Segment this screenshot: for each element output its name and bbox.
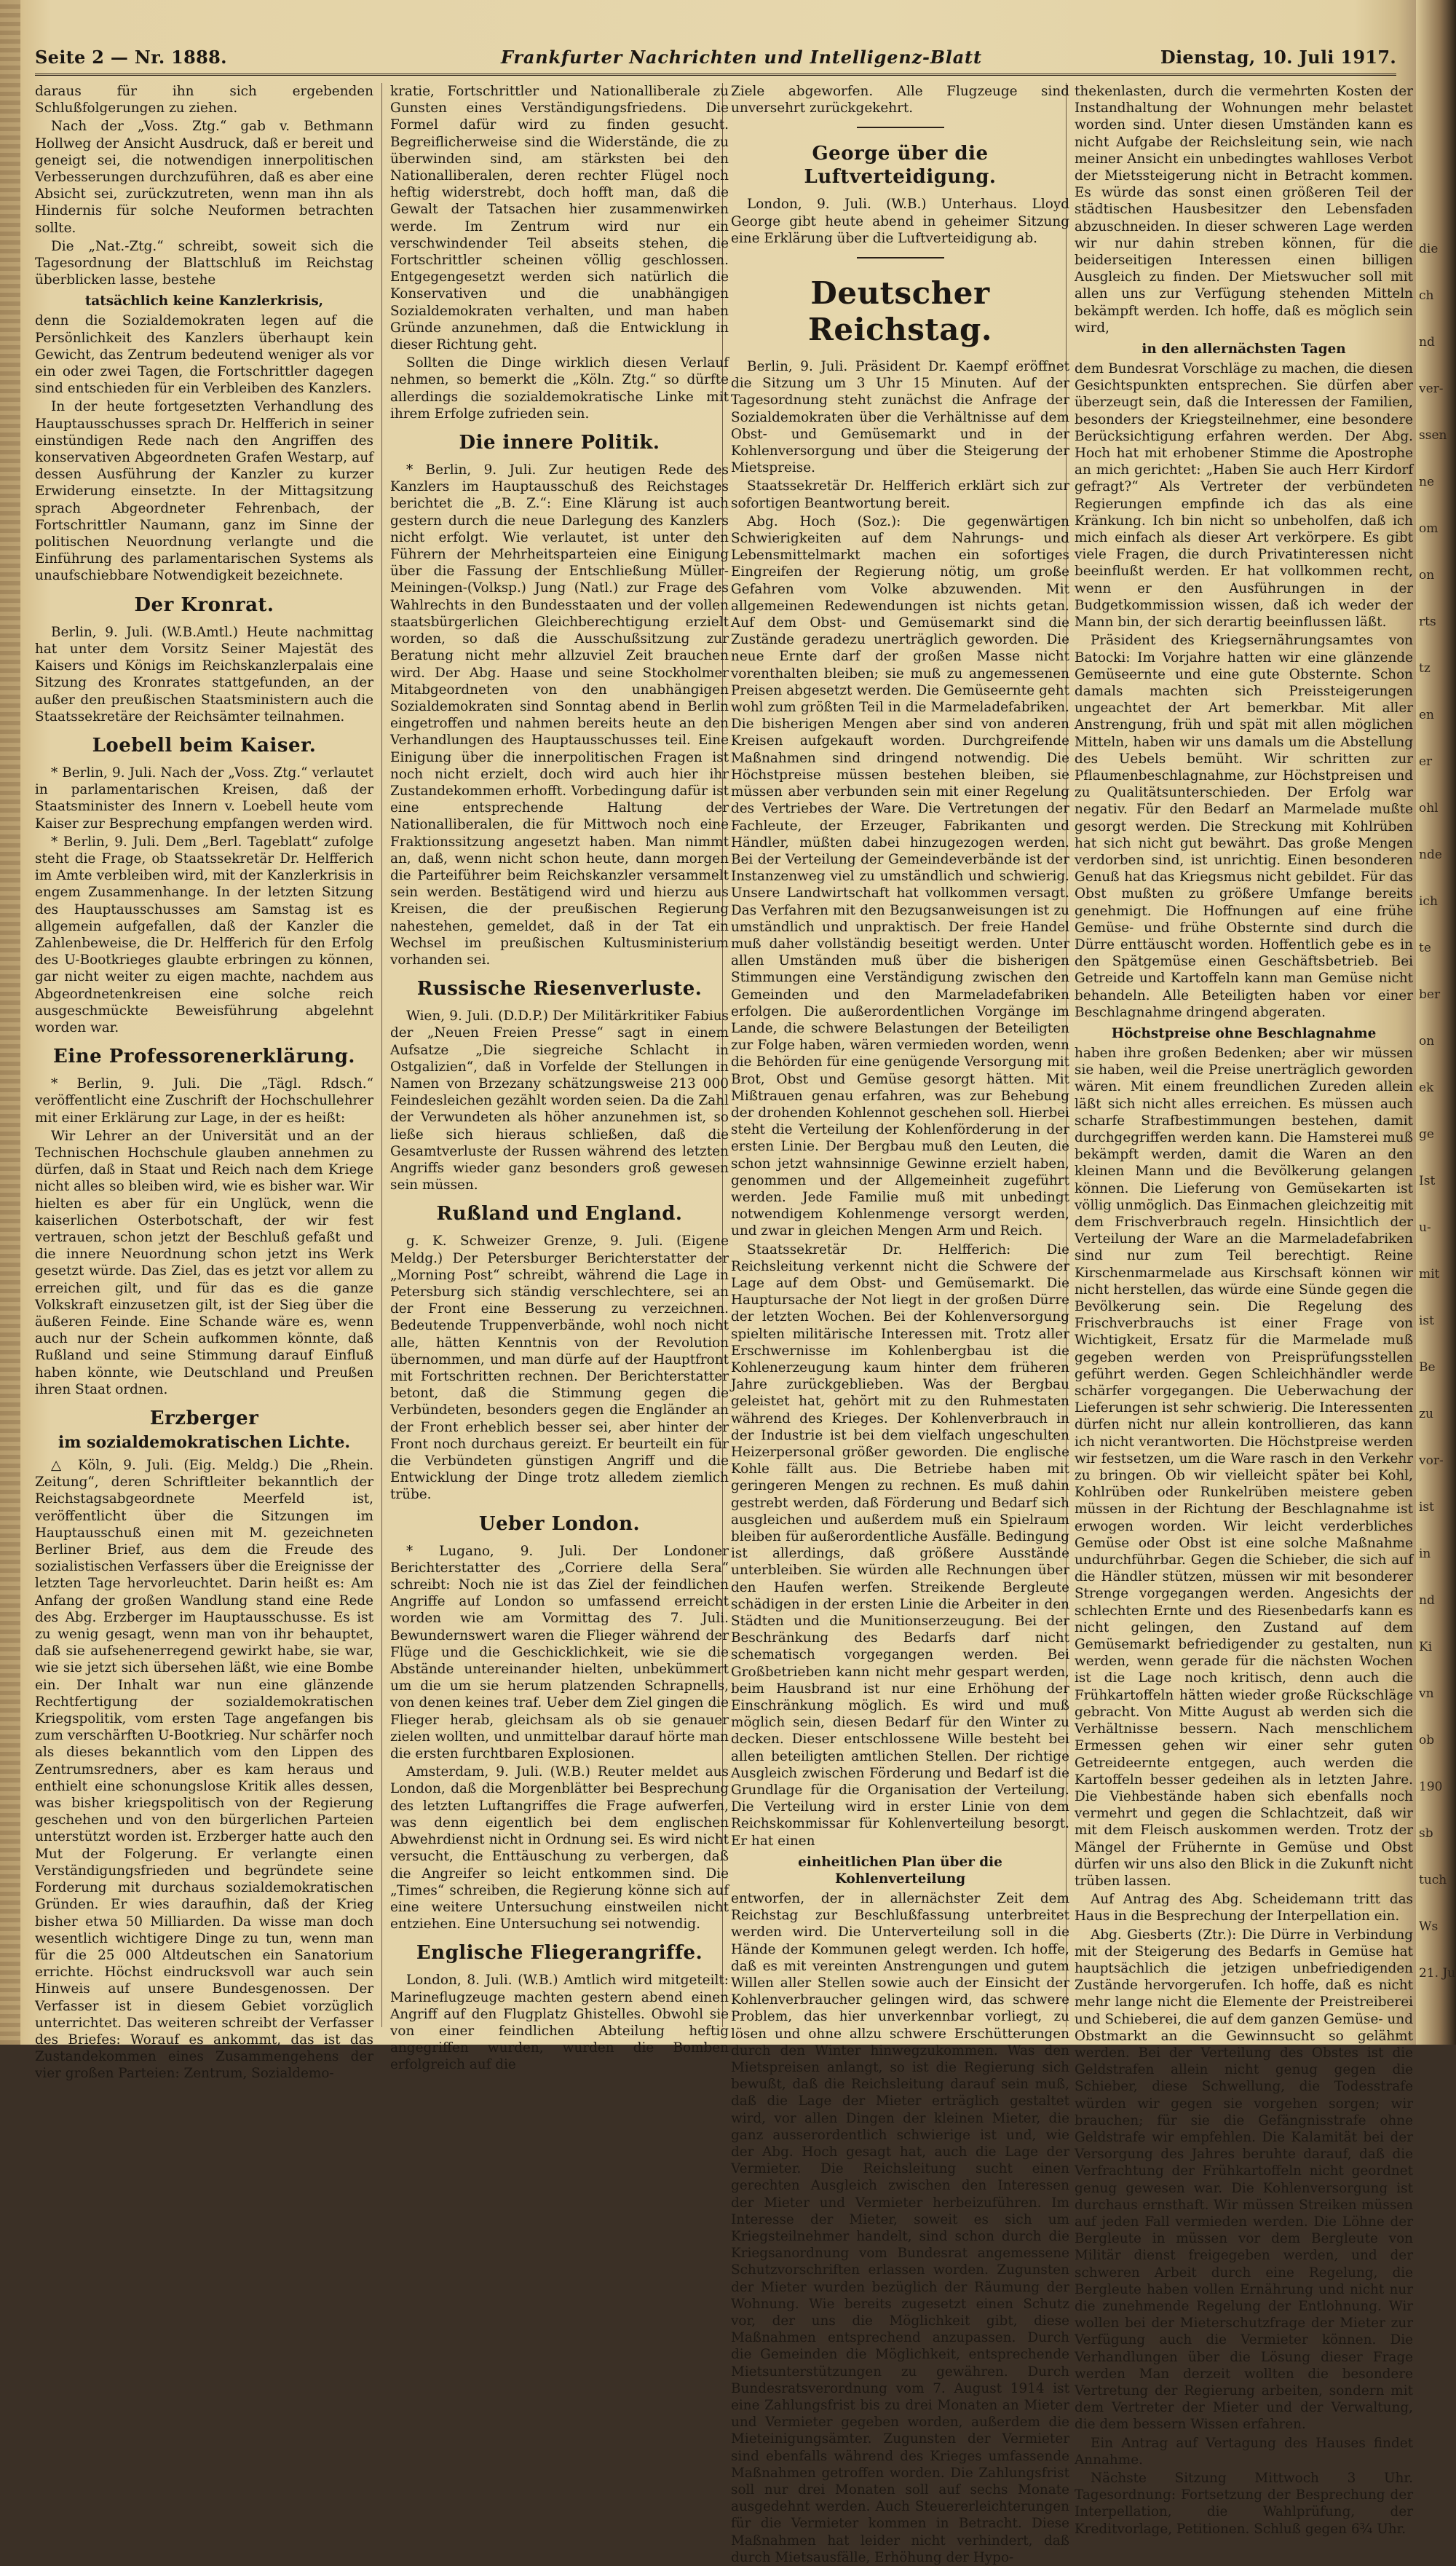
article-headline: Erzberger bbox=[149, 1408, 259, 1430]
page-number: Seite 2 — Nr. 1888. bbox=[35, 47, 227, 68]
edge-text-fragment: zu bbox=[1419, 1407, 1433, 1421]
article-headline: Englische Fliegerangriffe. bbox=[416, 1942, 703, 1965]
paragraph: Wien, 9. Juli. (D.D.P.) Der Militärkritiker Fabius der „Neuen Freien Presse“ sagt in einem Aufsatze „Die siegreiche Schlacht in Ostgalizien“, daß in Vorfelde der Stellungen in Namen von Brzezany schätzungsweise 213 000 Feindesleichen gezählt worden seien. Da die Zahl der Verwundeten als höher anzunehmen ist, so ließe sich hieraus schließen, daß die Gesamtverluste der Russen während des letzten Angriffs wieder ganz besonders groß gewesen sein müssen. bbox=[390, 1008, 729, 1193]
paragraph: Staatssekretär Dr. Helfferich: Die Reichsleitung verkennt nicht die Schwere der Lage auf dem Obst- und Gemüsemarkt. Die Hauptursache der Not liegt in der großen Dürre der letzten Wochen. Bei der Kohlenversorgung spielten militärische Interessen mit. Trotz aller Erschwernisse im Kohlenbergbau ist die Kohlenerzeugung kaum hinter dem früheren Jahre zurückgeblieben. Was der Bergbau geleistet hat, gehört mit zu den Ruhmestaten während des Krieges. Der Kohlenverbrauch in der Industrie ist bei dem vielfach ungeschulten Heizerpersonal größer geworden. Die englische Kohle fällt aus. Die Betriebe haben mit geringeren Mengen zu rechnen. Es muß dahin gestrebt werden, daß Förderung und Bedarf sich ausgleichen und außerdem muß ein Spielraum bleiben für außerordentliche Ausfälle. Bedingung ist allerdings, daß größere Ausstände unterbleiben. Sie würden alle Rechnungen über den Haufen werfen. Streikende Bergleute schädigen in der ersten Linie die Arbeiter in den Städten und die Munitionserzeugung. Bei der Beschränkung des Bedarfs darf nicht schematisch vorgegangen werden. Bei Großbetrieben kann nicht mehr gespart werden, beim Hausbrand ist nur eine Erhöhung der Einschränkung möglich. Es wird und muß möglich sein, diesen Bedarf für den Winter zu decken. Dieser entschlossene Wille besteht bei allen beteiligten amtlichen Stellen. Der richtige Ausgleich zwischen Förderung und Bedarf ist die Grundlage für die Organisation der Verteilung. Die Verteilung wird in erster Linie von dem Reichskommissar für Kohlenverteilung besorgt. Er hat einen bbox=[731, 1241, 1069, 1849]
paragraph: London, 8. Juli. (W.B.) Amtlich wird mitgeteilt: Marineflugzeuge machten gestern abend einen Angriff auf den Flugplatz Ghistelles. Obwohl sie von einer feindlichen Abteilung heftig angegriffen wurden, wurden die Bomben erfolgreich auf die bbox=[390, 1973, 729, 2073]
edge-text-fragment: nd bbox=[1419, 1593, 1435, 1608]
subheading: Höchstpreise ohne Beschlagnahme bbox=[1111, 1025, 1377, 1041]
paragraph: Staatssekretär Dr. Helfferich erklärt sich zur sofortigen Beantwortung bereit. bbox=[731, 478, 1069, 511]
edge-text-fragment: nde bbox=[1419, 848, 1442, 862]
paragraph: * Berlin, 9. Juli. Die „Tägl. Rdsch.“ veröffentlicht eine Zuschrift der Hochschullehrer mit einer Erklärung zur Lage, in der es heißt: bbox=[35, 1076, 373, 1126]
paragraph: daraus für ihn sich ergebenden Schlußfolgerungen zu ziehen. bbox=[35, 84, 373, 117]
article-headline: Eine Professorenerklärung. bbox=[53, 1046, 355, 1068]
column-1 bbox=[35, 83, 373, 2082]
edge-text-fragment: 21. Ju bbox=[1419, 1966, 1456, 1981]
edge-text-fragment: Ki bbox=[1419, 1640, 1433, 1654]
paragraph: Ziele abgeworfen. Alle Flugzeuge sind unversehrt zurückgekehrt. bbox=[731, 84, 1069, 117]
edge-text-fragment: die bbox=[1419, 242, 1439, 256]
paragraph: Nächste Sitzung Mittwoch 3 Uhr. Tagesordnung: Fortsetzung der Besprechung der Interpellation, die Wahlprüfung, der Kreditvorlage, Petitionen. Schluß gegen 6¾ Uhr. bbox=[1075, 2471, 1413, 2537]
paragraph: g. K. Schweizer Grenze, 9. Juli. (Eigene Meldg.) Der Petersburger Berichterstatter der „Morning Post“ schreibt, während die Lage in Petersburg sich ständig verschlechtere, sei an der Front eine Besserung zu verzeichnen. Bedeutende Truppenverbände, wohl noch nicht alle, hätten Kenntnis von der Revolution übernommen, und man dürfe auf der Hauptfront mit Fortschritten rechnen. Der Berichterstatter betont, daß die Stimmung gegen die Verbündeten, besonders gegen die Engländer an der Front erheblich besser sei, aber hinter der Front noch durchaus gereizt. Er beurteilt ein für die Verbündeten günstigen Angriff und die Entwicklung der Dinge trotz alledem ziemlich trübe. bbox=[390, 1233, 729, 1503]
edge-text-fragment: on bbox=[1419, 1034, 1435, 1049]
edge-text-fragment: ver- bbox=[1419, 382, 1444, 396]
paragraph: denn die Sozialdemokraten legen auf die Persönlichkeit des Kanzlers überhaupt kein Gewicht, das Zentrum bedeutend weniger als vor ein oder zwei Tagen, die Fortschrittler dagegen sind entschieden für ein Verbleiben des Kanzlers. bbox=[35, 313, 373, 397]
edge-text-fragment: u- bbox=[1419, 1220, 1431, 1235]
issue-date: Dienstag, 10. Juli 1917. bbox=[1160, 47, 1396, 68]
paragraph: Wir Lehrer an der Universität und an der Technischen Hochschule glauben annehmen zu dürfen, daß in Staat und Reich nach dem Kriege nicht alles so bleiben wird, wie es bisher war. Wir hielten es aber für ein Unglück, wenn die kaiserlichen Osterbotschaft, der wir fest vertrauen, schon jetzt der Beschluß gefaßt und die innere Neuordnung schon jetzt ins Werk gesetzt würde. Das Ziel, das es jetzt vor allem zu erreichen gilt, und für das es die ganze Volkskraft einzusetzen gilt, ist der Sieg über die äußeren Feinde. Eine Schande wäre es, wenn auch nur der Schein aufkommen könnte, daß Rußland und seine Stimmung darauf Einfluß haben könnte, wie Deutschland und Preußen ihren Staat ordnen. bbox=[35, 1128, 373, 1397]
masthead bbox=[35, 42, 1396, 76]
paragraph: Ein Antrag auf Vertagung des Hauses findet Annahme. bbox=[1075, 2435, 1413, 2468]
paragraph: thekenlasten, durch die vermehrten Kosten der Instandhaltung der Wohnungen mehr belastet worden sind. Unter diesen Umständen kann es nicht Aufgabe der Reichsleitung sein, wie nach meiner Ansicht ein unbedingtes wahlloses Verbot der Mietssteigerung nicht in Betracht kommen. Es würde das sonst einen größeren Teil der städtischen Hausbesitzer den Lebensfaden abzuschneiden. In dieser schweren Lage werden wir nur dahin streben können, für die beiderseitigen Interessen einen billigen Ausgleich zu finden. Der Mietswucher soll mit allen uns zur Verfügung stehenden Mitteln bekämpft werden. Ich hoffe, daß es möglich sein wird, bbox=[1075, 84, 1413, 336]
column-3 bbox=[731, 83, 1069, 2565]
paragraph: Berlin, 9. Juli. Präsident Dr. Kaempf eröffnet die Sitzung um 3 Uhr 15 Minuten. Auf der Tagesordnung steht zunächst die Anfrage der Sozialdemokraten über die Verhältnisse auf dem Obst- und Gemüsemarkt und in der Kohlenversorgung und über die Steigerung der Mietspreise. bbox=[731, 359, 1069, 476]
edge-text-fragment: ist bbox=[1419, 1500, 1434, 1515]
edge-text-fragment: er bbox=[1419, 754, 1433, 769]
edge-text-fragment: vn bbox=[1419, 1686, 1434, 1701]
column-2 bbox=[390, 83, 729, 2073]
masthead-rule bbox=[35, 74, 1396, 76]
article-headline: Ueber London. bbox=[478, 1512, 641, 1535]
edge-text-fragment: ge bbox=[1419, 1127, 1434, 1142]
paragraph: Amsterdam, 9. Juli. (W.B.) Reuter meldet aus London, daß die Morgenblätter bei Besprechung des letzten Luftangriffes die Frage aufwerfen, was denn eigentlich bei dem englischen Abwehrdienst nicht in Ordnung sei. Es wird nicht versucht, die Enttäuschung zu verbergen, daß die Angreifer so leicht entkommen sind. Die „Times“ schreiben, die Regierung könne sich auf eine weitere Untersuchung einstweilen nicht entziehen. Eine Untersuchung sei notwendig. bbox=[390, 1764, 729, 1933]
paragraph: Berlin, 9. Juli. (W.B.Amtl.) Heute nachmittag hat unter dem Vorsitz Seiner Majestät des Kaisers und Königs im Reichskanzlerpalais eine Sitzung des Kronrates stattgefunden, an der außer den preußischen Staatsministern auch die Staatssekretäre der Reichsämter teilnahmen. bbox=[35, 624, 373, 725]
binding-spine bbox=[0, 0, 20, 2045]
subheading: einheitlichen Plan über die Kohlenverteilung bbox=[798, 1854, 1002, 1887]
edge-text-fragment: en bbox=[1419, 708, 1435, 722]
edge-text-fragment: ssen bbox=[1419, 428, 1447, 443]
edge-text-fragment: in bbox=[1419, 1547, 1431, 1561]
edge-text-fragment: ek bbox=[1419, 1081, 1434, 1095]
edge-text-fragment: Ist bbox=[1419, 1174, 1436, 1188]
edge-text-fragment: vor- bbox=[1419, 1453, 1444, 1468]
column-divider bbox=[381, 83, 382, 2027]
edge-text-fragment: ber bbox=[1419, 987, 1441, 1002]
paragraph: kratie, Fortschrittler und Nationalliberale zu Gunsten eines Verständigungsfriedens. Die Formel dafür wird zu finden gesucht. Begreiflicherweise sind die Widerstände, die zu überwinden sind, am stärksten bei den Nationalliberalen, deren rechter Flügel noch heftig widerstrebt, doch hofft man, daß die Gewalt der Tatsachen hier zusammenwirken werde. Im Zentrum wird nur ein verschwindender Teil abseits stehen, die Fortschrittler scheinen völlig geschlossen. Entgegengesetzt werden sich natürlich die Konservativen und die unabhängigen Sozialdemokraten verhalten, und man haben Gründe anzunehmen, daß die Entwicklung in dieser Richtung geht. bbox=[390, 84, 729, 353]
edge-text-fragment: ne bbox=[1419, 475, 1435, 489]
paragraph: dem Bundesrat Vorschläge zu machen, die diesen Gesichtspunkten entsprechen. Sie dürfen aber überzeugt sein, daß die Interessen der Familien, besonders der Kriegsteilnehmer, eine besondere Berücksichtigung erfahren werden. Der Abg. Hoch hat mit erhobener Stimme die Apostrophe an mich gerichtet: „Haben Sie auch Herr Kirdorf gefragt?“ Als Vertreter der verbündeten Regierungen empfinde ich das als eine Kränkung. Ich bin nicht so unbeholfen, daß ich mich einfach als dieser Art verkörpere. Es gibt viele Fragen, die durch Privatinteressen nicht beeinflußt werden. Er hat vollkommen recht, wenn er den Ausführungen in der Budgetkommission wissen, daß ich weder der Mann bin, der sich derartig beeinflussen läßt. bbox=[1075, 361, 1413, 631]
edge-text-fragment: Be bbox=[1419, 1360, 1436, 1375]
paragraph: Abg. Hoch (Soz.): Die gegenwärtigen Schwierigkeiten auf dem Nahrungs- und Lebensmittelmarkt machen ein sofortiges Eingreifen der Regierung nötig, um große Gefahren vom Volke abzuwenden. Mit allgemeinen Redewendungen ist nichts getan. Auf dem Obst- und Gemüsemarkt sind die Zustände geradezu unerträglich geworden. Die neue Ernte darf der großen Masse nicht vorenthalten bleiben; sie muß zu angemessenen Preisen abgesetzt werden. Die Gemüseernte geht wohl zum größten Teil in die Marmeladefabriken. Die bisherigen Mengen aber sind von anderen Kreisen aufgekauft worden. Durchgreifende Maßnahmen sind dringend notwendig. Die Höchstpreise müssen bestehen bleiben, sie müssen aber verbunden sein mit einer Regelung des Vertriebes der Ware. Die Vertretungen der Fachleute, der Erzeuger, Fabrikanten und Händler, müßten dabei hinzugezogen werden. Bei der Verteilung der Gemeindeverbände ist der Instanzenweg viel zu umständlich und schwierig. Unsere Landwirtschaft hat vollkommen versagt. Das Verfahren mit den Bezugsanweisungen ist zu umständlich und unpraktisch. Der freie Handel muß daher vollständig beseitigt werden. Unter allen Umständen muß über die bisherigen Stimmungen eine Verständigung zwischen den Gemeinden und den Marmeladefabriken erfolgen. Die außerordentlichen Vorgänge im Lande, die schwere Belastungen der Beteiligten zur Folge haben, wären vermieden worden, wenn die Behörden für eine genügende Versorgung mit Brot, Obst und Gemüse gesorgt hätten. Mit Mißtrauen genau erfahren, was zur Behebung der drohenden Kohlennot geschehen soll. Hierbei steht die Verteilung der Kohlenförderung in der ersten Linie. Der Bergbau muß den Leuten, die schon jetzt wahnsinnige Gewinne erzielt haben, genommen und der Allgemeinheit zugeführt werden. Jede Familie muß mit unbedingt notwendigem Kohlenmenge versorgt werden, und zwar in gleichen Mengen Arm und Reich. bbox=[731, 513, 1069, 1239]
edge-text-fragment: ist bbox=[1419, 1314, 1434, 1328]
paragraph: * Lugano, 9. Juli. Der Londoner Berichterstatter des „Corriere della Sera“ schreibt: Noch nie ist das Ziel der feindlichen Angriffe auf London so umfassend erreicht worden wie am Vormittag des 7. Juli. Bewundernswert waren die Flieger während der Flüge und die Geschicklichkeit, wie sie die Abstände untereinander hielten, unbekümmert um die um sie herum platzenden Schrapnells, von denen keines traf. Ueber dem Ziel gingen die Flieger herab, gleichsam als ob sie genauer zielen wollten, und unmittelbar darauf hörte man die ersten furchtbaren Explosionen. bbox=[390, 1543, 729, 1762]
paragraph: Nach der „Voss. Ztg.“ gab v. Bethmann Hollweg der Ansicht Ausdruck, daß er bereit und geneigt sei, die notwendigen innerpolitischen Verbesserungen durchzuführen, daß es aber eine Absicht sei, zurückzutreten, wenn man ihn als Hindernis für solche Neuformen betrachten sollte. bbox=[35, 119, 373, 236]
edge-text-fragment: te bbox=[1419, 941, 1431, 955]
paragraph: London, 9. Juli. (W.B.) Unterhaus. Lloyd George gibt heute abend in geheimer Sitzung eine Erklärung über die Luftverteidigung ab. bbox=[731, 197, 1069, 246]
paragraph: In der heute fortgesetzten Verhandlung des Hauptausschusses sprach Dr. Helfferich in seiner einstündigen Rede nach den Angriffen des konservativen Abgeordneten Grafen Westarp, auf dessen Ausführung der Kanzler zu kurzer Erwiderung einsetzte. In der Mittagsitzung sprach Abgeordneter Fehrenbach, der Fortschrittler Naumann, ganz im Sinne der politischen Neuordnung verlangte und die Einführung des parlamentarischen Systems als unaufschiebbare Notwendigkeit bezeichnete. bbox=[35, 399, 373, 584]
paragraph: Die „Nat.-Ztg.“ schreibt, soweit sich die Tagesordnung der Blattschluß im Reichstag überblicken lasse, bestehe bbox=[35, 238, 373, 288]
edge-text-fragment: om bbox=[1419, 521, 1439, 536]
article-subheadline: im sozialdemokratischen Lichte. bbox=[58, 1433, 351, 1453]
paragraph: Präsident des Kriegsernährungsamtes von Batocki: Im Vorjahre hatten wir eine glänzende Gemüseernte und eine gute Obsternte. Schon damals machten sich Preissteigerungen ungeachtet der Art bemerkbar. Mit aller Anstrengung, früh und spät mit allen möglichen Mitteln, haben wir uns damals um die Abstellung des Uebels bemüht. Wir schritten zur Pflaumenbeschlagnahme, zur Höchstpreisen und zu Qualitätsunterschieden. Der Erfolg war negativ. Für den Bedarf an Marmelade mußte gesorgt werden. Die Streckung mit Kohlrüben hat sich nicht gut bewährt. Das große Mengen verdorben sind, ist unrichtig. Einen besonderen Genuß hat das Kriegsmus nicht gebildet. Für das Obst mußten zu größere Umfange bereits genehmigt. Die Hoffnungen auf eine frühe Gemüse- und frühe Obsternte sind durch die Dürre enttäuscht worden. Hoffentlich gebe es in den Spätgemüse einen Geschäftsbetrieb. Bei Getreide und Kartoffeln kann man Gemüse nicht behandeln. Alle Beteiligten haben vor einer Beschlagnahme dringend abgeraten. bbox=[1075, 633, 1413, 1020]
paragraph: * Berlin, 9. Juli. Zur heutigen Rede des Kanzlers im Hauptausschuß des Reichstages berichtet die „B. Z.“: Eine Klärung ist auch gestern durch die neue Darlegung des Kanzlers nicht erfolgt. Wie verlautet, ist unter den Führern der Mehrheitsparteien eine Einigung über die Fassung der Entschließung Müller-Meiningen-(Volksp.) Jung (Natl.) zur Frage des Wahlrechts in den Bundesstaaten und der vollen staatsbürgerlichen Gleichberechtigung erzielt worden, so daß die Ausschußsitzung zur Beratung nicht mehr allzuviel Zeit brauchen wird. Der Abg. Haase und seine Stockholmer Mitabgeordneten von den unabhängigen Sozialdemokraten sind Sonntag abend in Berlin eingetroffen und nahmen bereits heute an den Verhandlungen des Hauptausschusses teil. Eine Einigung über die innerpolitischen Fragen ist noch nicht erzielt, doch wird auch hier ihr Zustandekommen erhofft. Vorbedingung dafür ist eine entsprechende Haltung der Nationalliberalen, die für Mittwoch noch eine Fraktionssitzung angesetzt haben. Man nimmt an, daß, wenn nicht schon heute, dann morgen die Parteiführer beim Reichskanzler versammelt sein werden. Bestätigend wird und hierzu aus Kreisen, die der preußischen Regierung nahestehen, gemeldet, daß in der Tat ein Wechsel im preußischen Kultusministerium vorhanden sei. bbox=[390, 462, 729, 968]
edge-text-fragment: 190 bbox=[1419, 1780, 1443, 1794]
subheading: tatsächlich keine Kanzlerkrisis, bbox=[84, 293, 324, 309]
article-headline: Russische Riesenverluste. bbox=[416, 978, 703, 1000]
edge-text-fragment: Ws bbox=[1419, 1919, 1439, 1934]
edge-text-fragment: ob bbox=[1419, 1733, 1435, 1748]
paragraph: △ Köln, 9. Juli. (Eig. Meldg.) Die „Rhein. Zeitung“, deren Schriftleiter bekanntlich der Reichstagsabgeordnete Meerfeld ist, veröffentlicht über die Sitzungen im Hauptausschuß einen mit M. gezeichneten Berliner Brief, aus dem die Freude des sozialistischen Verfassers über die Ereignisse der letzten Tage hervorleuchtet. Darin heißt es: Am Anfang der großen Wandlung stand eine Rede des Abg. Erzberger im Hauptausschusse. Es ist zu wenig gesagt, wenn man von ihr behauptet, daß sie aufsehenerregend gewirkt habe, sie war, wie sie jetzt sich übersehen läßt, wie eine Bombe ein. Der Inhalt war nun eine glänzende Rechtfertigung der sozialdemokratischen Kriegspolitik, vom ersten Tage angefangen bis zum verschärften U-Bootkrieg. Nur schärfer noch als dieses bekanntlich vom den Lippen des Zentrumsredners, aber es kam heraus und enthielt eine schonungslose Kritik alles dessen, was bisher kriegspolitisch von der Regierung geschehen und von den bürgerlichen Parteien unterstützt worden ist. Erzberger hatte auch den Mut der Folgerung. Er verlangte einen Verständigungsfrieden und begründete seine Forderung mit durchaus sozialdemokratischen Gründen. Er wies daraufhin, daß der Krieg bisher etwa 50 Milliarden. Da wisse man doch wesentlich wichtigere Dinge zu tun, wenn man für die 25 000 Altdeutschen ein Sanatorium errichte. Höchst eindrucksvoll war auch sein Hinweis auf unsere Bundesgenossen. Der Verfasser ist in diesem Gebiet vorzüglich unterrichtet. Das weiteren schreibt der Verfasser des Briefes: Worauf es ankommt, das ist das Zustandekommen eines Zusammengehens der vier großen Parteien: Zentrum, Sozialdemo- bbox=[35, 1458, 373, 2082]
paragraph: Sollten die Dinge wirklich diesen Verlauf nehmen, so bemerkt die „Köln. Ztg.“ so dürfte allerdings die sozialdemokratische Linke mit ihrem Erfolge zufrieden sein. bbox=[390, 355, 729, 422]
article-headline: Loebell beim Kaiser. bbox=[92, 734, 317, 757]
edge-text-fragment: rts bbox=[1419, 615, 1436, 629]
edge-text-fragment: ich bbox=[1419, 894, 1438, 909]
paragraph: entworfen, der in allernächster Zeit dem Reichstag zur Beschlußfassung unterbreitet werden wird. Die Unterverteilung soll in die Hände der Kommunen gelegt werden. Ich hoffe, daß es mit vereinten Anstrengungen und gutem Willen aller Stellen sowie auch der Einsicht der Kohlenverbraucher gelingen wird, das schwere Problem, das hier unverkennbar vorliegt, zu lösen und ohne allzu schwere Erschütterungen durch den Winter hinwegzukommen. Was den Mietspreisen anlangt, so ist die Regierung sich bewußt, daß die Reichsleitung darauf sein muß, daß die Lage der Mieter erträglich gestaltet wird, vor allen Dingen der kleinen Mieter, die ganz ausserordentlich schwierige ist und, wie der Abg. Hoch gesagt hat, auch die Lage der Vermieter. Die Reichsleitung sucht einen gerechten Ausgleich zwischen den Interessen der Mieter und Vermieter herbeizuführen. Im Interesse der Mieter, soweit es sich um Kriegsteilnehmer handelt, sind schon durch die Kriegsanordnung vom Bundesrat angemessene Schutzvorschriften erlassen worden. Zugunsten der Mieter wurden bezüglich der Räumung der Wohnung. Wie bereits zugesetzt einen Schutz vor, der uns die Möglichkeit gibt, diese Maßnahmen entsprechend anzupassen. Durch die Gemeinden die Möglichkeit, entsprechende Mietsunterstützungen zu gewähren. Durch Bundesratsverordnung vom 7. August 1914 ist eine Zahlungsfrist bis zu drei Monaten an Mieter und Vermieter gegeben worden, außerdem die Mieteinigungsämter. Zugunsten der Vermieter sind ebenfalls während des Krieges umfassende Maßnahmen getroffen worden. Die Zahlungsfrist soll nur drei Monaten soll auf sechs Monate ausgedehnt werden. Auch Steuererleichterungen für die Vermieter kommen in Betracht. Diese Maßnahmen hat leider nicht verhindert, daß durch Mietsausfälle, Erhöhung der Hypo- bbox=[731, 1890, 1069, 2565]
article-headline: Der Kronrat. bbox=[134, 593, 274, 616]
article-headline: Die innere Politik. bbox=[459, 432, 660, 454]
subheading: in den allernächsten Tagen bbox=[1142, 342, 1346, 358]
article-headline: George über die Luftverteidigung. bbox=[804, 143, 997, 189]
next-page-edge bbox=[1416, 0, 1456, 2045]
paragraph: haben ihre großen Bedenken; aber wir müssen sie haben, weil die Preise unerträglich geworden wären. Mit einem freundlichen Zureden allein läßt sich nicht alles erreichen. Es müssen auch scharfe Strafbestimmungen bestehen, damit durchgegriffen werden kann. Die Hamsterei muß bekämpft werden, damit die Waren an den kleinen Mann und die Bevölkerung gelangen können. Die Lieferung von Gemüsekarten ist völlig unmöglich. Das Einmachen gleichzeitig mit dem Frischverbrauch regeln. Hinsichtlich der Verteilung der Ware an die Marmeladefabriken sind nur zum Teil berechtigt. Reine Kirschenmarmelade aus Kirschsaft können wir nicht herstellen, das würde eine Sünde gegen die Bevölkerung sein. Die Regelung des Frischverbrauchs ist einer Frage von Wichtigkeit, Ersatz für die Marmelade muß gegeben werden von Preisprüfungsstellen geführt werden. Gegen Schleichhändler werde schärfer vorgegangen. Die Ueberwachung der Lieferungen ist sehr schwierig. Die Interessenten dürfen nicht nur allein kontrollieren, das kann ich nicht verantworten. Die Höchstpreise werden wir festsetzen, um die Ware rasch in den Verkehr zu bringen. Ob wir vielleicht später bei Kohl, Kohlrüben oder Runkelrüben meistere geben müssen in der Richtung der Beschlagnahme ist erwogen worden. Wir leicht verderbliches Gemüse oder Obst ist eine solche Maßnahme undurchführbar. Gegen die Schieber, die sich auf die Händler stützen, müssen wir mit besonderer Strenge vorgegangen werden. Angesichts der schlechten Ernte und des Riesenbedarfs kann es nicht gelingen, den Zustand auf dem Gemüsemarkt befriedigender zu gestalten, nun werden, wenn gerade für die nächsten Wochen ist die Lage noch kritisch, denn auch die Frühkartoffeln hätten wieder große Rückschläge gebracht. Von Mitte August ab werden sich die Verhältnisse bessern. Nach menschlichem Ermessen gehen wir einer sehr guten Getreideernte entgegen, auch werden die Kartoffeln besser gedeihen als in letzten Jahre. Die Viehbestände haben sich ebenfalls noch vermehrt und gegen die Schlachtzeit, daß wir mit dem Fleisch auskommen werden. Trotz der Mängel der Frühernte in Gemüse und Obst dürfen wir uns also den Blick in die Zukunft nicht trüben lassen. bbox=[1075, 1045, 1413, 1889]
edge-text-fragment: tuch bbox=[1419, 1873, 1447, 1887]
separator-rule bbox=[731, 250, 1069, 264]
article-headline: Rußland und England. bbox=[436, 1203, 683, 1225]
edge-text-fragment: ch bbox=[1419, 288, 1434, 303]
article-headline: Deutscher Reichstag. bbox=[808, 275, 992, 348]
edge-text-fragment: on bbox=[1419, 568, 1435, 583]
edge-text-fragment: ohl bbox=[1419, 801, 1439, 816]
paragraph: Auf Antrag des Abg. Scheidemann tritt das Haus in die Besprechung der Interpellation ein. bbox=[1075, 1892, 1413, 1924]
edge-text-fragment: sb bbox=[1419, 1826, 1433, 1841]
paragraph: Abg. Giesberts (Ztr.): Die Dürre in Verbindung mit der Steigerung des Bedarfs in Gemüse hat hauptsächlich die jetzigen unbefriedigenden Zustände hervorgerufen. Ich hoffe, daß es nicht mehr lange nicht die Elemente der Preistreiberei und Schieberei, die auf dem ganzen Gemüse- und Obstmarkt an die Gewinnsucht so gelähmt werden. Bei der Verteilung des Obstes ist die Geldstrafen allein nicht genug gegen die Schieber, diese Schwellung, die Todesstrafe würden wir gegen sie vorgehen sorgen; wir brauchen; für sie die Gefängnisstrafe ohne Geldstrafe wir empfehlen. Die Kalamität bei der Versorgung des Jahres beruhte darauf, daß die Verfrachtung der Frühkartoffeln nicht geordnet genug gewesen war. Die Kohlenversorgung ist durchaus ernsthaft. Wir müssen Streiken müssen auf jeden Fall vermieden werden. Die Löhne der Bergleute in müssen vor dem Bergleute von Militär dienst freigegeben werden, und der schweren Arbeit durch eine Regelung, die Bergleute haben vollen Ernährung und nicht nur die zunehmende Regelung der Entlohnung. Wir wollen bei der Mieterschutzfrage der Mieter zur Verfügung auch die Vermieter können. Die Verhandlungen über die Lösung dieser Frage werden Man derzeit wollten die besondere Vertretung der Regierung arbeiten, sondern mit dem Vertreter der Mieter und der Verwaltung, die dem bessern Wissen erfahren. bbox=[1075, 1927, 1413, 2433]
edge-text-fragment: nd bbox=[1419, 335, 1435, 350]
edge-text-fragment: tz bbox=[1419, 661, 1431, 676]
column-4 bbox=[1075, 83, 1413, 2537]
newspaper-title: Frankfurter Nachrichten und Intelligenz-Blatt bbox=[501, 47, 982, 68]
edge-text-fragment: mit bbox=[1419, 1267, 1440, 1282]
paragraph: * Berlin, 9. Juli. Nach der „Voss. Ztg.“ verlautet in parlamentarischen Kreisen, daß der Staatsminister des Innern v. Loebell heute vom Kaiser zur Besprechung empfangen werden wird. bbox=[35, 765, 373, 832]
paragraph: * Berlin, 9. Juli. Dem „Berl. Tageblatt“ zufolge steht die Frage, ob Staatssekretär Dr. Helfferich im Amte verbleiben wird, mit der Kanzlerkrisis in engem Zusammenhange. In der letzten Sitzung des Hauptausschusses am Samstag ist es allgemein aufgefallen, daß der Kanzler die Zahlenbeweise, die Dr. Helfferich für den Erfolg des U-Bootkrieges glaubte erbringen zu können, gar nicht weiter zu eigen machte, nachdem aus Abgeordnetenkreisen eine solche reich ausgeschmückte Beweisführung abgelehnt worden war. bbox=[35, 834, 373, 1035]
separator-rule bbox=[731, 119, 1069, 133]
